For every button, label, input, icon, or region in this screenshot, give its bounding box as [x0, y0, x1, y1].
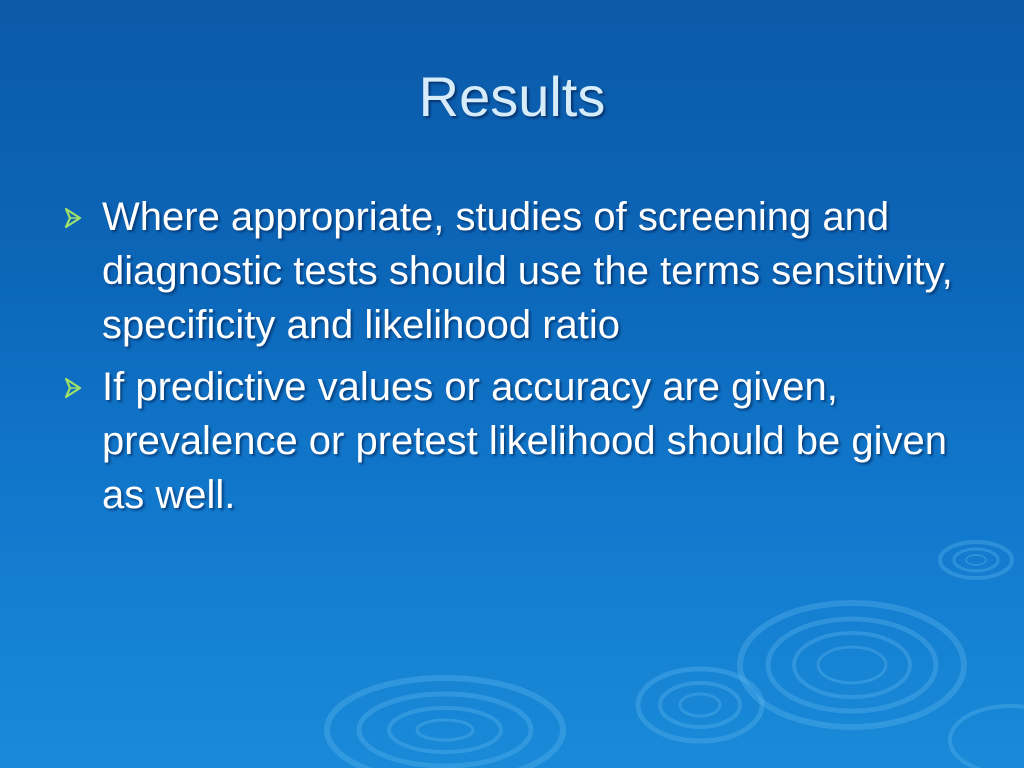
- bullet-list: [62, 190, 962, 530]
- bullet-text: If predictive values or accuracy are given, prevalence or pretest likelihood should be given as well.: [102, 365, 947, 517]
- arrow-bullet-icon: [62, 207, 86, 229]
- bullet-text: Where appropriate, studies of screening and diagnostic tests should use the terms sensitivity, specificity and likelihood ratio: [102, 195, 953, 347]
- bullet-item: [62, 190, 962, 352]
- arrow-bullet-icon: [62, 377, 86, 399]
- bullet-item: [62, 360, 962, 522]
- slide-title: Results: [418, 65, 606, 128]
